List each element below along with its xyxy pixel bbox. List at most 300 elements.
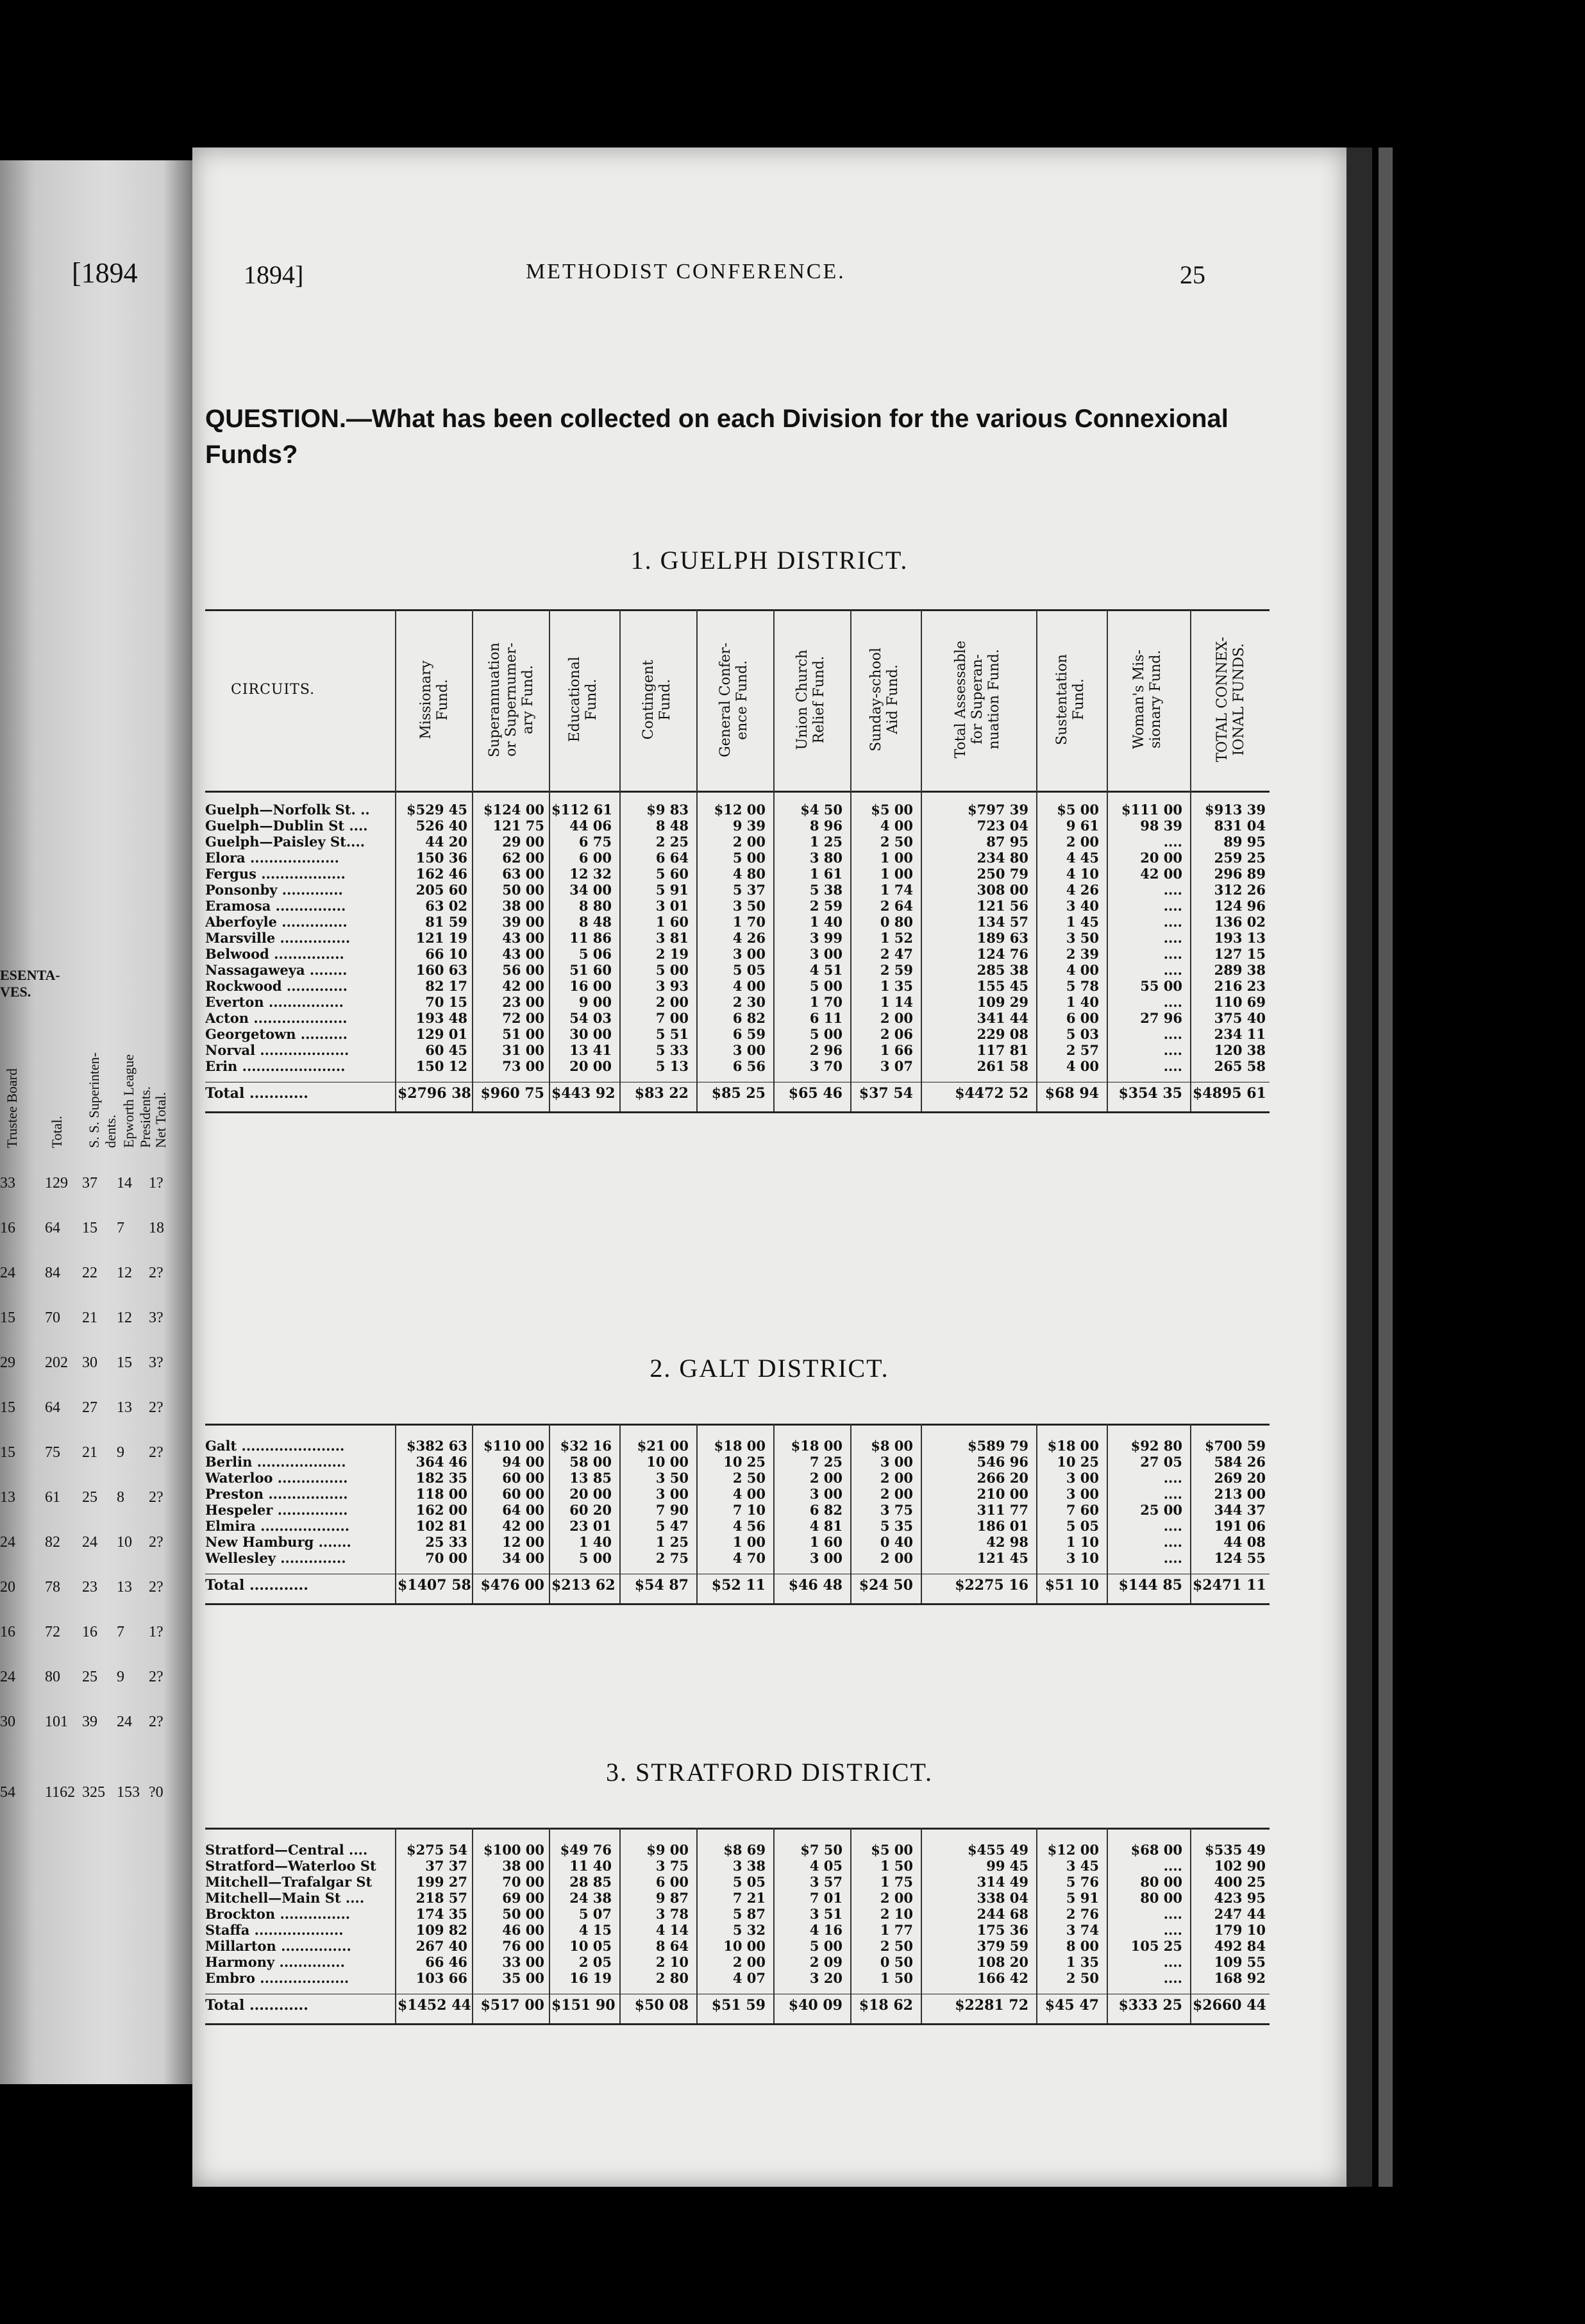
fund-value: 1 14 xyxy=(880,994,913,1010)
fund-value: 191 06 xyxy=(1214,1518,1266,1534)
circuit-row xyxy=(205,978,1270,994)
fund-value: 5 00 xyxy=(809,1026,843,1042)
left-table-cell: 1? xyxy=(149,1175,164,1191)
circuit-name: Aberfoyle .............. xyxy=(205,914,348,930)
total-row xyxy=(205,1578,1270,1594)
fund-value: 10 05 xyxy=(569,1938,612,1954)
fund-value: 3 93 xyxy=(655,978,689,994)
fund-value: 289 38 xyxy=(1214,962,1266,978)
fund-value: 3 99 xyxy=(809,930,843,946)
fund-value: 1 70 xyxy=(809,994,843,1010)
left-table-cell: 30 xyxy=(0,1714,15,1730)
left-table-cell: 153 xyxy=(117,1784,140,1801)
fund-value: 60 00 xyxy=(502,1470,544,1486)
fund-value: 2 00 xyxy=(880,1486,913,1502)
fund-value: 27 05 xyxy=(1140,1454,1182,1470)
circuit-row xyxy=(205,1938,1270,1954)
fund-column-label: General Confer- ence Fund. xyxy=(717,642,750,757)
fund-value: 89 95 xyxy=(1223,834,1266,850)
fund-value: 2 50 xyxy=(880,1938,913,1954)
circuit-name: Staffa ................... xyxy=(205,1922,344,1938)
fund-value: .... xyxy=(1163,1970,1182,1986)
fund-value: 312 26 xyxy=(1214,882,1266,898)
left-table-cell: 13 xyxy=(0,1489,15,1506)
fund-value: 6 00 xyxy=(655,1874,689,1890)
fund-value: 129 01 xyxy=(415,1026,467,1042)
fund-value: 269 20 xyxy=(1214,1470,1266,1486)
circuit-name: Hespeler ............... xyxy=(205,1502,348,1518)
fund-value: .... xyxy=(1163,1058,1182,1074)
fund-value: $5 00 xyxy=(871,1842,913,1858)
column-rule xyxy=(696,609,698,1111)
fund-value: 3 50 xyxy=(732,898,766,914)
fund-value: 42 00 xyxy=(502,1518,544,1534)
fund-value: .... xyxy=(1163,1518,1182,1534)
fund-value: 16 00 xyxy=(569,978,612,994)
left-table-cell: 15 xyxy=(82,1220,97,1236)
fund-value: 1 77 xyxy=(880,1922,913,1938)
fund-value: 4 56 xyxy=(732,1518,766,1534)
fund-value: .... xyxy=(1163,1906,1182,1922)
fund-value: 5 76 xyxy=(1066,1874,1099,1890)
fund-value: 102 81 xyxy=(415,1518,467,1534)
circuit-row xyxy=(205,1502,1270,1518)
fund-value: .... xyxy=(1163,882,1182,898)
fund-value: 5 32 xyxy=(732,1922,766,1938)
left-table-row xyxy=(0,1340,183,1385)
fund-value: 1 35 xyxy=(880,978,913,994)
circuit-row xyxy=(205,866,1270,882)
fund-value: 69 00 xyxy=(502,1890,544,1906)
left-table-cell: 23 xyxy=(82,1579,97,1596)
fund-value: 400 25 xyxy=(1214,1874,1266,1890)
left-table-cell: 78 xyxy=(45,1579,60,1596)
fund-value: $535 49 xyxy=(1205,1842,1266,1858)
fund-value: $18 00 xyxy=(791,1438,843,1454)
fund-value: 205 60 xyxy=(415,882,467,898)
fund-value: 6 56 xyxy=(732,1058,766,1074)
fund-value: $2275 16 xyxy=(955,1577,1028,1594)
column-rule xyxy=(395,609,396,1111)
fund-value: 5 37 xyxy=(732,882,766,898)
fund-value: 5 91 xyxy=(1066,1890,1099,1906)
fund-value: 43 00 xyxy=(502,930,544,946)
fund-column-label: Contingent Fund. xyxy=(641,659,673,740)
fund-value: $443 92 xyxy=(551,1085,616,1102)
fund-value: 6 11 xyxy=(809,1010,843,1026)
fund-column-header xyxy=(1193,616,1270,783)
fund-value: 4 00 xyxy=(732,978,766,994)
fund-value: 296 89 xyxy=(1214,866,1266,882)
fund-value: $18 00 xyxy=(714,1438,766,1454)
fund-value: 105 25 xyxy=(1130,1938,1182,1954)
fund-value: 261 58 xyxy=(977,1058,1028,1074)
total-label: Total ............ xyxy=(205,1086,308,1102)
circuit-row xyxy=(205,1890,1270,1906)
fund-value: $2471 11 xyxy=(1193,1577,1266,1594)
table-top-rule xyxy=(205,1424,1270,1426)
fund-value: 60 45 xyxy=(425,1042,467,1058)
left-table-cell: 12 xyxy=(117,1265,132,1281)
fund-value: 99 45 xyxy=(986,1858,1028,1874)
fund-value: 1 00 xyxy=(880,850,913,866)
fund-value: $382 63 xyxy=(407,1438,467,1454)
fund-value: 2 00 xyxy=(809,1470,843,1486)
fund-value: 63 02 xyxy=(425,898,467,914)
fund-value: $18 00 xyxy=(1047,1438,1099,1454)
circuit-row xyxy=(205,1058,1270,1074)
left-table-cell: 22 xyxy=(82,1265,97,1281)
fund-value: 5 47 xyxy=(655,1518,689,1534)
fund-value: 2 64 xyxy=(880,898,913,914)
fund-value: $40 09 xyxy=(788,1997,843,2014)
fund-value: 2 09 xyxy=(809,1954,843,1970)
fund-value: 179 10 xyxy=(1214,1922,1266,1938)
circuit-name: Guelph—Dublin St .... xyxy=(205,818,368,834)
fund-value: $46 48 xyxy=(788,1577,843,1594)
fund-value: 0 50 xyxy=(880,1954,913,1970)
left-table-cell: 16 xyxy=(82,1624,97,1640)
circuit-row xyxy=(205,818,1270,834)
fund-value: 2 50 xyxy=(880,834,913,850)
fund-value: 3 80 xyxy=(809,850,843,866)
column-rule xyxy=(850,609,851,1111)
circuits-header: CIRCUITS. xyxy=(231,682,315,698)
fund-value: 5 05 xyxy=(732,962,766,978)
fund-value: 13 85 xyxy=(569,1470,612,1486)
left-table-cell: 24 xyxy=(0,1534,15,1551)
fund-value: 10 00 xyxy=(723,1938,766,1954)
fund-value: 16 19 xyxy=(569,1970,612,1986)
fund-value: 5 00 xyxy=(578,1550,612,1566)
left-table-cell: 64 xyxy=(45,1220,60,1236)
fund-value: 4 05 xyxy=(809,1858,843,1874)
total-label: Total ............ xyxy=(205,1578,308,1594)
fund-value: 51 60 xyxy=(569,962,612,978)
table-bottom-rule xyxy=(205,1111,1270,1113)
fund-value: 42 98 xyxy=(986,1534,1028,1550)
fund-value: 259 25 xyxy=(1214,850,1266,866)
circuit-name: Elora ................... xyxy=(205,850,339,866)
fund-value: $9 00 xyxy=(646,1842,689,1858)
column-rule xyxy=(696,1424,698,1603)
fund-value: 9 87 xyxy=(655,1890,689,1906)
fund-value: 1 25 xyxy=(655,1534,689,1550)
fund-column-label: Union Church Relief Fund. xyxy=(794,649,827,750)
fund-value: $12 00 xyxy=(714,802,766,818)
fund-value: 526 40 xyxy=(415,818,467,834)
column-rule xyxy=(549,609,550,1111)
left-table-cell: 3? xyxy=(149,1309,164,1326)
fund-value: $797 39 xyxy=(968,802,1028,818)
fund-value: 341 44 xyxy=(977,1010,1028,1026)
fund-value: $9 83 xyxy=(646,802,689,818)
left-table-cell: 84 xyxy=(45,1265,60,1281)
fund-value: 166 42 xyxy=(977,1970,1028,1986)
fund-column-label: Sunday-school Aid Fund. xyxy=(868,648,901,752)
fund-value: 5 33 xyxy=(655,1042,689,1058)
fund-value: 1 25 xyxy=(809,834,843,850)
fund-value: $517 00 xyxy=(480,1997,544,2014)
column-rule xyxy=(1190,1424,1191,1603)
fund-value: 4 00 xyxy=(1066,1058,1099,1074)
fund-value: 5 51 xyxy=(655,1026,689,1042)
fund-value: 7 60 xyxy=(1066,1502,1099,1518)
fund-value: $4 50 xyxy=(800,802,843,818)
fund-value: 1 50 xyxy=(880,1970,913,1986)
left-table-cell: 9 xyxy=(117,1669,124,1685)
fund-value: .... xyxy=(1163,1550,1182,1566)
fund-value: 11 40 xyxy=(569,1858,612,1874)
left-table-cell: 54 xyxy=(0,1784,15,1801)
left-table-cell: 202 xyxy=(45,1354,68,1371)
fund-value: 2 57 xyxy=(1066,1042,1099,1058)
fund-value: 70 00 xyxy=(502,1874,544,1890)
fund-column-label: Sustentation Fund. xyxy=(1054,654,1087,745)
fund-value: $92 80 xyxy=(1130,1438,1182,1454)
fund-value: $5 00 xyxy=(871,802,913,818)
fund-value: $333 25 xyxy=(1118,1997,1182,2014)
fund-value: 1 00 xyxy=(880,866,913,882)
fund-column-header xyxy=(923,616,1032,783)
fund-value: 136 02 xyxy=(1214,914,1266,930)
left-table-cell: 39 xyxy=(82,1714,97,1730)
column-rule xyxy=(773,1828,775,2023)
fund-value: 4 16 xyxy=(809,1922,843,1938)
fund-value: 60 20 xyxy=(569,1502,612,1518)
fund-value: 5 13 xyxy=(655,1058,689,1074)
left-table-row xyxy=(0,1475,183,1520)
fund-value: 3 00 xyxy=(655,1486,689,1502)
fund-value: 58 00 xyxy=(569,1454,612,1470)
fund-value: $50 08 xyxy=(634,1997,689,2014)
fund-value: $4895 61 xyxy=(1193,1085,1266,1102)
fund-value: 1 45 xyxy=(1066,914,1099,930)
fund-column-header xyxy=(398,616,471,783)
fund-value: 3 07 xyxy=(880,1058,913,1074)
column-rule xyxy=(921,1828,922,2023)
fund-value: 35 00 xyxy=(502,1970,544,1986)
fund-value: 1 60 xyxy=(655,914,689,930)
circuit-row xyxy=(205,1874,1270,1890)
fund-value: 70 15 xyxy=(425,994,467,1010)
fund-value: 6 82 xyxy=(809,1502,843,1518)
left-table-header-cell: Trustee Board xyxy=(4,1068,20,1148)
fund-column-label: TOTAL CONNEX- IONAL FUNDS. xyxy=(1214,637,1247,762)
circuit-row xyxy=(205,914,1270,930)
fund-value: 213 00 xyxy=(1214,1486,1266,1502)
circuit-name: Belwood ............... xyxy=(205,946,344,962)
fund-value: $68 94 xyxy=(1044,1085,1099,1102)
fund-value: 723 04 xyxy=(977,818,1028,834)
left-table-cell: 64 xyxy=(45,1399,60,1416)
circuit-name: Wellesley .............. xyxy=(205,1550,346,1566)
circuit-name: Stratford—Waterloo St xyxy=(205,1858,376,1874)
circuit-name: Guelph—Norfolk St. .. xyxy=(205,802,370,818)
left-table-cell: 2? xyxy=(149,1444,164,1461)
fund-value: 28 85 xyxy=(569,1874,612,1890)
circuit-name: Acton .................... xyxy=(205,1010,348,1026)
fund-value: 7 90 xyxy=(655,1502,689,1518)
fund-value: 7 01 xyxy=(809,1890,843,1906)
fund-value: 10 00 xyxy=(646,1454,689,1470)
fund-value: 162 00 xyxy=(415,1502,467,1518)
district-title: 1. GUELPH DISTRICT. xyxy=(630,546,909,575)
left-table-cell: 75 xyxy=(45,1444,60,1461)
fund-value: 1 35 xyxy=(1066,1954,1099,1970)
column-rule xyxy=(1107,1424,1108,1603)
fund-value: $45 47 xyxy=(1044,1997,1099,2014)
fund-value: 98 39 xyxy=(1140,818,1182,834)
fund-value: 2 47 xyxy=(880,946,913,962)
fund-value: 124 96 xyxy=(1214,898,1266,914)
fund-value: 37 37 xyxy=(425,1858,467,1874)
fund-value: 3 00 xyxy=(809,1550,843,1566)
circuit-name: Erin ...................... xyxy=(205,1058,346,1074)
fund-value: $49 76 xyxy=(560,1842,612,1858)
fund-value: 55 00 xyxy=(1140,978,1182,994)
left-table-cell: 101 xyxy=(45,1714,68,1730)
circuit-row xyxy=(205,1906,1270,1922)
circuit-name: Elmira ................... xyxy=(205,1518,350,1534)
left-table-cell: 2? xyxy=(149,1669,164,1685)
fund-value: 8 00 xyxy=(1066,1938,1099,1954)
fund-value: 3 00 xyxy=(1066,1470,1099,1486)
fund-value: 150 36 xyxy=(415,850,467,866)
circuit-name: Rockwood ............. xyxy=(205,978,348,994)
fund-value: .... xyxy=(1163,1470,1182,1486)
fund-value: 5 91 xyxy=(655,882,689,898)
fund-value: $2660 44 xyxy=(1193,1997,1266,2014)
column-rule xyxy=(850,1828,851,2023)
fund-value: 80 00 xyxy=(1140,1874,1182,1890)
fund-value: 3 45 xyxy=(1066,1858,1099,1874)
fund-value: 2 75 xyxy=(655,1550,689,1566)
fund-value: 7 25 xyxy=(809,1454,843,1470)
fund-value: 150 12 xyxy=(415,1058,467,1074)
fund-column-header xyxy=(622,616,692,783)
column-rule xyxy=(549,1828,550,2023)
fund-value: $8 69 xyxy=(723,1842,766,1858)
fund-value: 33 00 xyxy=(502,1954,544,1970)
circuit-row xyxy=(205,1010,1270,1026)
circuit-name: Galt ...................... xyxy=(205,1438,345,1454)
fund-value: 199 27 xyxy=(415,1874,467,1890)
fund-value: 7 21 xyxy=(732,1890,766,1906)
left-table-cell: 37 xyxy=(82,1175,97,1191)
fund-value: $960 75 xyxy=(480,1085,544,1102)
fund-value: 9 00 xyxy=(578,994,612,1010)
left-table-cell: 16 xyxy=(0,1220,15,1236)
fund-value: $51 59 xyxy=(711,1997,766,2014)
circuit-row xyxy=(205,802,1270,818)
fund-value: $275 54 xyxy=(407,1842,467,1858)
column-rule xyxy=(1190,609,1191,1111)
fund-value: 6 75 xyxy=(578,834,612,850)
fund-value: 94 00 xyxy=(502,1454,544,1470)
fund-value: 2 59 xyxy=(880,962,913,978)
circuit-row xyxy=(205,1486,1270,1502)
circuit-name: Eramosa ............... xyxy=(205,898,346,914)
circuit-row xyxy=(205,1026,1270,1042)
fund-value: 103 66 xyxy=(415,1970,467,1986)
fund-value: 39 00 xyxy=(502,914,544,930)
fund-value: $112 61 xyxy=(551,802,612,818)
fund-value: 109 55 xyxy=(1214,1954,1266,1970)
fund-value: 162 46 xyxy=(415,866,467,882)
fund-value: 2 39 xyxy=(1066,946,1099,962)
fund-value: 285 38 xyxy=(977,962,1028,978)
left-table-row xyxy=(0,1430,183,1475)
fund-value: .... xyxy=(1163,1534,1182,1550)
circuit-row xyxy=(205,1842,1270,1858)
left-table-cell: 24 xyxy=(0,1265,15,1281)
circuit-name: Millarton ............... xyxy=(205,1938,351,1954)
circuit-name: Preston ................. xyxy=(205,1486,348,1502)
fund-value: 70 00 xyxy=(425,1550,467,1566)
fund-value: $700 59 xyxy=(1205,1438,1266,1454)
fund-value: 42 00 xyxy=(502,978,544,994)
fund-value: 311 77 xyxy=(977,1502,1028,1518)
left-table-cell: 72 xyxy=(45,1624,60,1640)
fund-value: 63 00 xyxy=(502,866,544,882)
fund-value: 5 03 xyxy=(1066,1026,1099,1042)
left-table-header-cell: S. S. Superinten- dents. xyxy=(86,1052,119,1148)
fund-value: 5 05 xyxy=(1066,1518,1099,1534)
fund-value: 3 81 xyxy=(655,930,689,946)
fund-value: 12 00 xyxy=(502,1534,544,1550)
fund-value: 2 25 xyxy=(655,834,689,850)
left-table-row xyxy=(0,1385,183,1430)
fund-value: .... xyxy=(1163,1858,1182,1874)
fund-value: $1407 58 xyxy=(398,1577,471,1594)
fund-value: 109 82 xyxy=(415,1922,467,1938)
fund-value: .... xyxy=(1163,994,1182,1010)
circuit-row xyxy=(205,962,1270,978)
left-table-cell: 2? xyxy=(149,1714,164,1730)
column-rule xyxy=(1036,1424,1037,1603)
circuit-row xyxy=(205,1922,1270,1938)
left-table-cell: 129 xyxy=(45,1175,68,1191)
fund-value: 3 10 xyxy=(1066,1550,1099,1566)
circuit-row xyxy=(205,1550,1270,1566)
fund-value: 3 40 xyxy=(1066,898,1099,914)
fund-value: 44 20 xyxy=(425,834,467,850)
fund-value: 25 33 xyxy=(425,1534,467,1550)
fund-value: 108 20 xyxy=(977,1954,1028,1970)
fund-value: $51 10 xyxy=(1044,1577,1099,1594)
left-table-row xyxy=(0,1770,183,1815)
fund-value: 2 00 xyxy=(880,1470,913,1486)
fund-value: 81 59 xyxy=(425,914,467,930)
column-rule xyxy=(1036,609,1037,1111)
fund-value: 64 00 xyxy=(502,1502,544,1518)
fund-value: $111 00 xyxy=(1121,802,1182,818)
fund-value: 1 66 xyxy=(880,1042,913,1058)
fund-value: $529 45 xyxy=(407,802,467,818)
left-page-year: [1894 xyxy=(72,257,138,289)
left-table-header-cell: Epworth League Presidents. xyxy=(121,1054,153,1148)
fund-value: 34 00 xyxy=(502,1550,544,1566)
circuit-name: Fergus .................. xyxy=(205,866,346,882)
fund-value: 3 00 xyxy=(1066,1486,1099,1502)
fund-value: 3 78 xyxy=(655,1906,689,1922)
circuit-name: Mitchell—Trafalgar St xyxy=(205,1874,373,1890)
fund-value: .... xyxy=(1163,898,1182,914)
fund-value: 174 35 xyxy=(415,1906,467,1922)
circuit-row xyxy=(205,1534,1270,1550)
fund-value: 5 78 xyxy=(1066,978,1099,994)
